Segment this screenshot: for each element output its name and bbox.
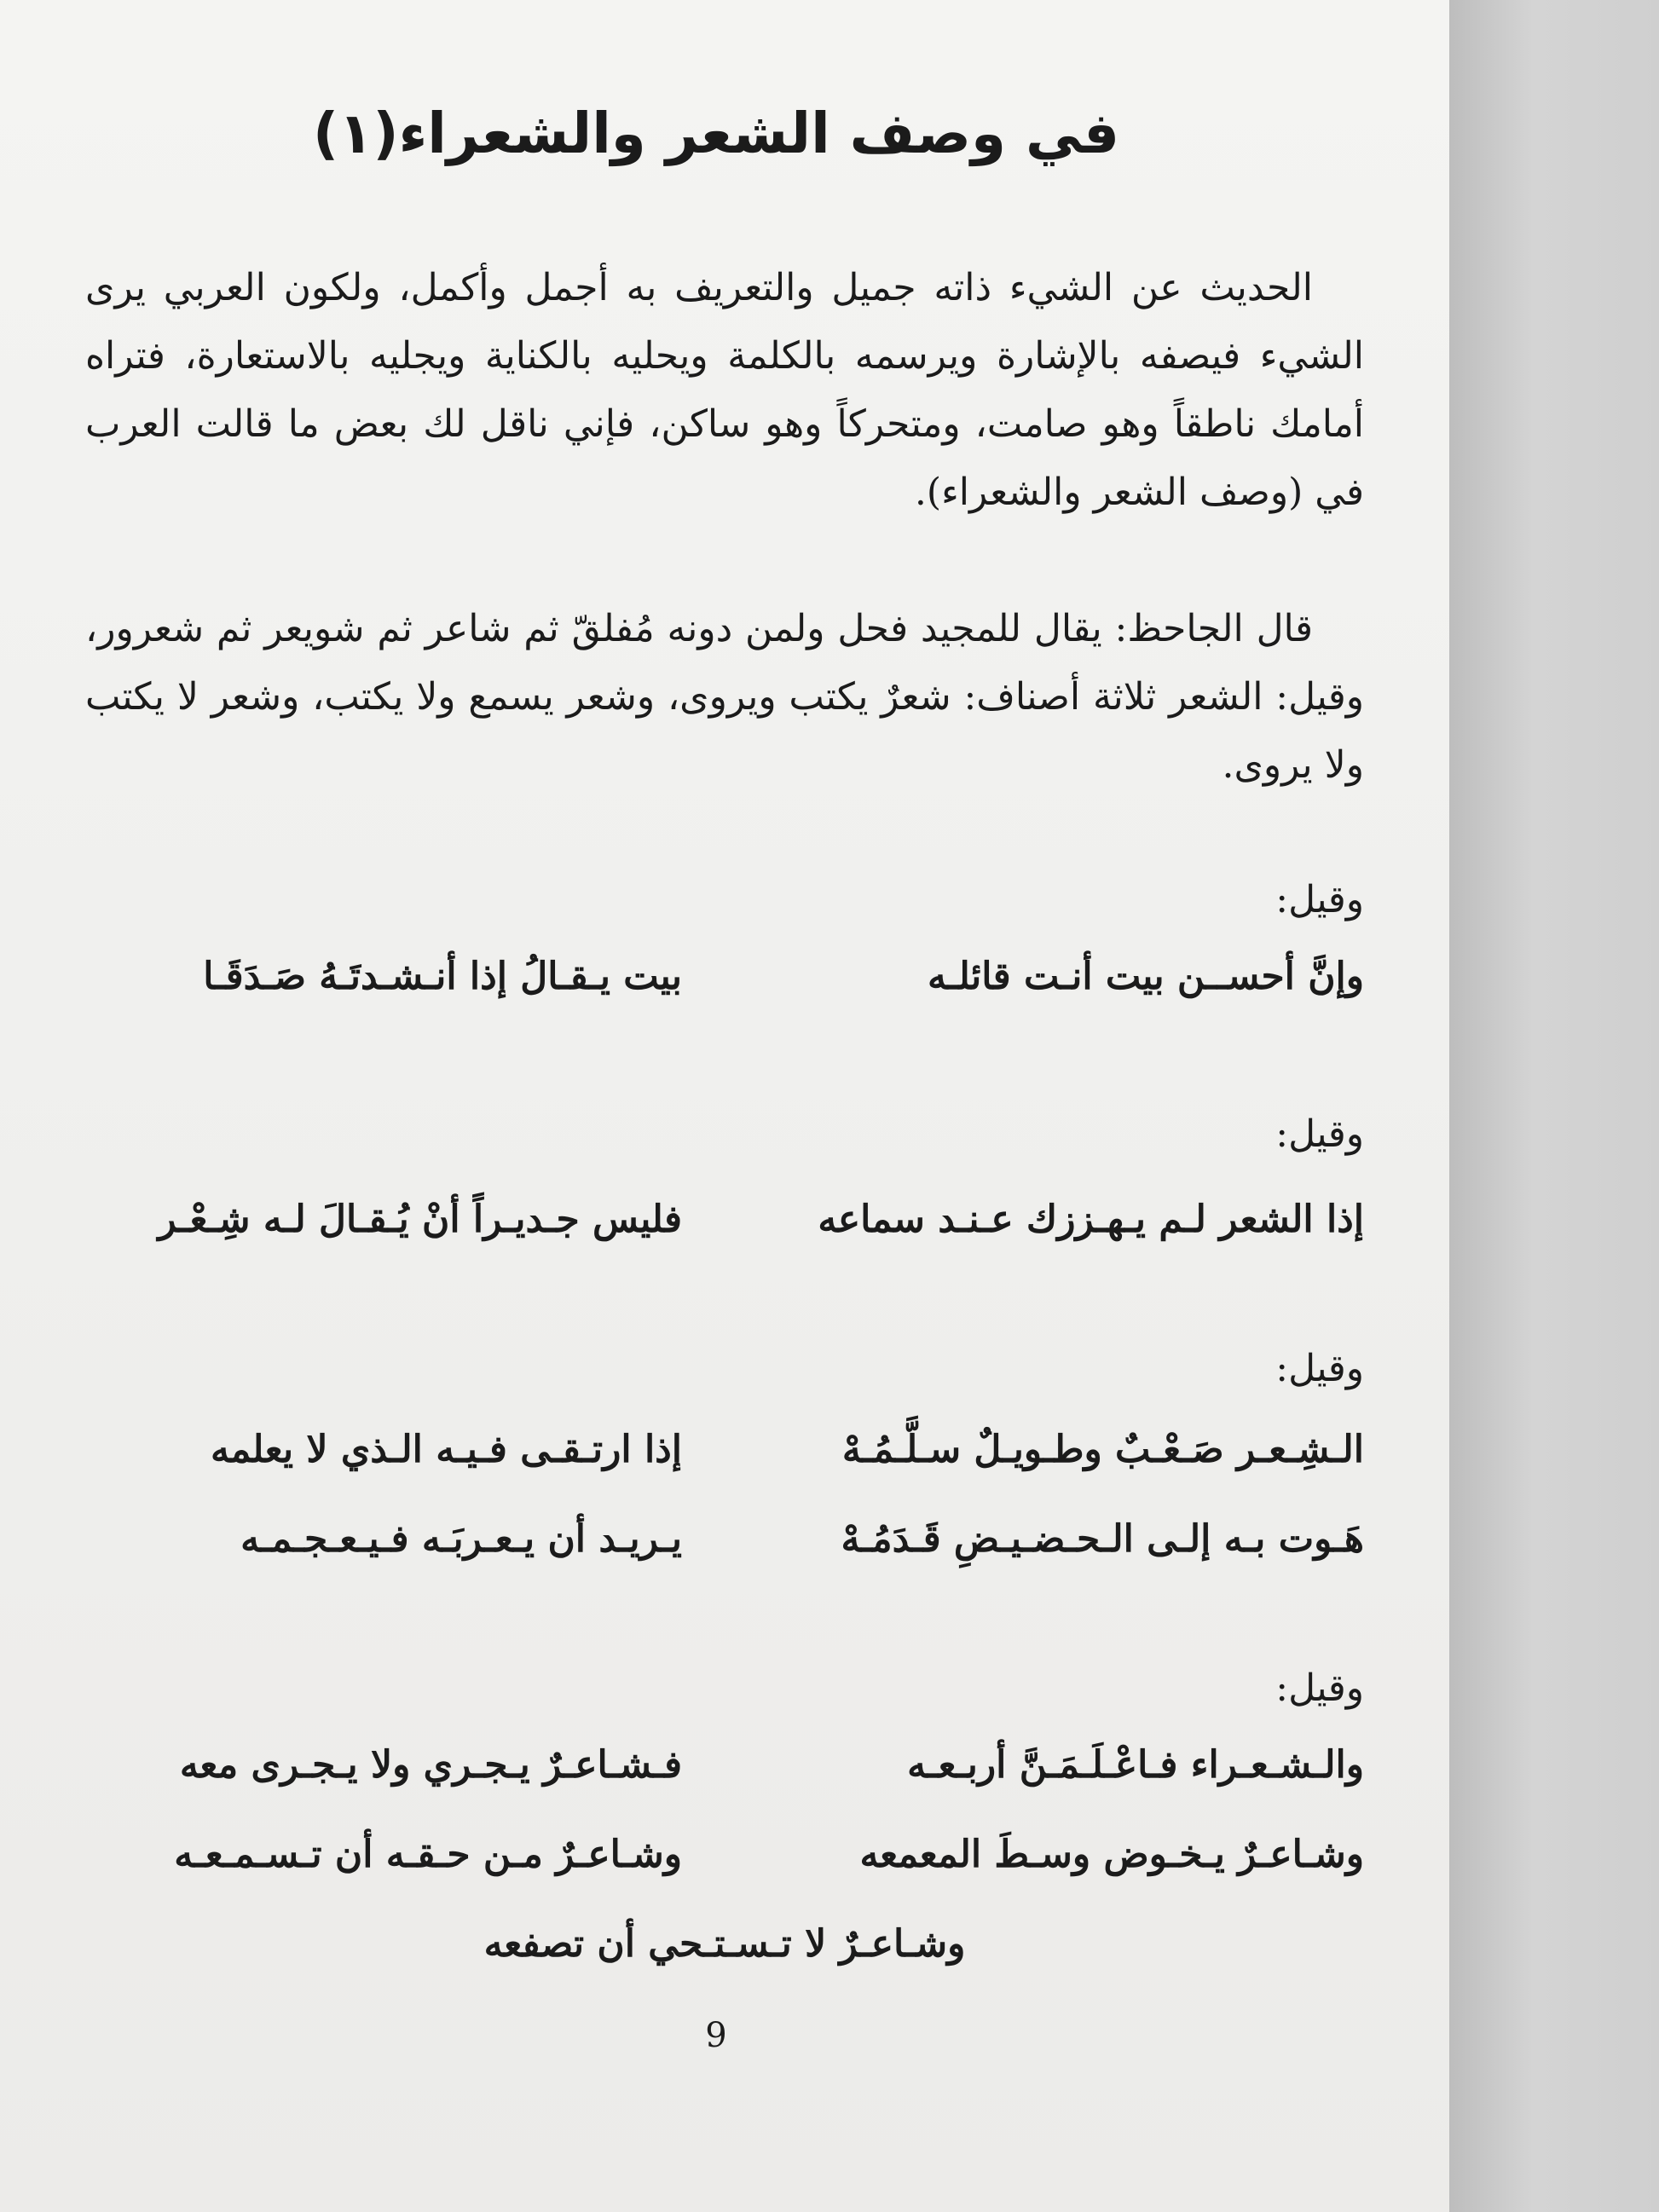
poem-3-verse-1 [85,1428,1364,1496]
verse-second-hemistich: فـشـاعـرٌ يـجـري ولا يـجـرى معه [179,1743,682,1787]
poem-1-verse-1 [85,955,1364,1023]
poem-3-verse-2 [85,1517,1364,1585]
verse-second-hemistich: بيت يـقـالُ إذا أنـشـدتَـهُ صَـدَقَـا [203,955,682,998]
poem-4-closing-line: وشـاعـرٌ لا تـسـتـحي أن تصفعه [483,1922,966,1966]
poem-2-verse-1 [85,1198,1364,1266]
jahiz-paragraph: قال الجاحظ: يقال للمجيد فحل ولمن دونه مُفلقّ ثم شاعر ثم شويعر ثم شعرور، وقيل: الشعر ثلاثة أصناف: شعرٌ يكتب ويروى، وشعر يسمع ولا يكتب، وشعر لا يكتب ولا يروى. [85,607,1364,787]
page-content [85,0,1364,2212]
verse-first-hemistich: وإنَّ أحســن بيت أنـت قائلـه [927,955,1364,998]
verse-first-hemistich: إذا الشعر لـم يـهـززك عـنـد سماعه [818,1198,1364,1241]
poem-intro-label: وقيل: [1275,878,1364,921]
poem-4-verse-1 [85,1743,1364,1811]
verse-second-hemistich: فليس جـديـراً أنْ يُـقـالَ لـه شِـعْـر [158,1198,682,1241]
verse-first-hemistich: هَـوت بـه إلـى الـحـضـيـضِ قَـدَمُـهْ [841,1517,1364,1561]
page-edge-shadow [1449,0,1659,2212]
poem-intro-label: وقيل: [1275,1347,1364,1390]
intro-paragraph: الحديث عن الشيء ذاته جميل والتعريف به أجمل وأكمل، ولكون العربي يرى الشيء فيصفه بالإشارة ويرسمه بالكلمة ويحليه بالكناية ويجليه بالاستعارة، فتراه أمامك ناطقاً وهو صامت، ومتحركاً وهو ساكن، فإني ناقل لك بعض ما قالت العرب في (وصف الشعر والشعراء). [85,266,1364,514]
verse-second-hemistich: وشـاعـرٌ مـن حـقـه أن تـسـمـعـه [174,1833,682,1876]
verse-second-hemistich: يـريـد أن يـعـربَـه فـيـعـجـمـه [240,1517,682,1561]
poem-4-verse-2 [85,1833,1364,1901]
verse-second-hemistich: إذا ارتـقـى فـيـه الـذي لا يعلمه [211,1428,682,1471]
verse-first-hemistich: والـشـعـراء فـاعْـلَـمَـنَّ أربـعـه [907,1743,1364,1787]
verse-first-hemistich: الـشِـعـر صَـعْـبٌ وطـويـلٌ سـلَّـمُـهْ [841,1428,1364,1471]
verse-first-hemistich: وشـاعـرٌ يـخـوض وسـطَ المعمعه [859,1833,1364,1876]
poem-intro-label: وقيل: [1275,1666,1364,1710]
poem-intro-label: وقيل: [1275,1112,1364,1156]
page-title: في وصف الشعر والشعراء(١) [312,101,1120,166]
page-number: 9 [705,2016,727,2055]
